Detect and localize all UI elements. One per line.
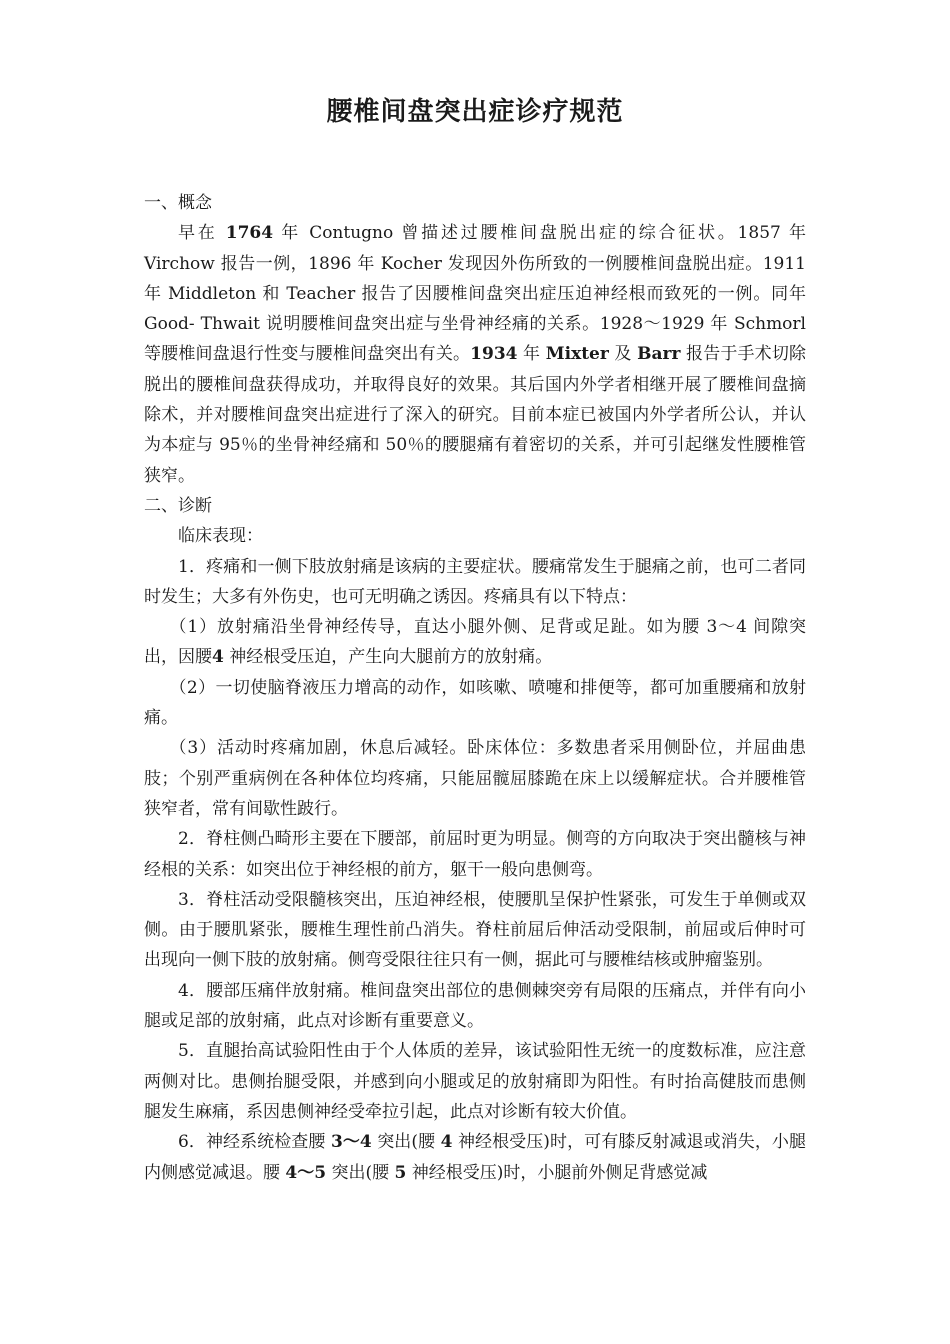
bold-text: 3～4 — [330, 1132, 372, 1153]
list-item-3: 3．脊柱活动受限髓核突出，压迫神经根，使腰肌呈保护性紧张，可发生于单侧或双侧。由于腰肌紧张，腰椎生理性前凸消失。脊柱前屈后伸活动受限制，前屈或后伸时可出现向一侧下肢的放射痛。侧弯受限往往只有一侧，据此可与腰椎结核或肿瘤鉴别。 — [144, 889, 806, 971]
sub-item-1-1 — [144, 612, 806, 673]
list-item-6 — [144, 1127, 806, 1188]
sub-item-1-3: （3）活动时疼痛加剧，休息后减轻。卧床体位：多数患者采用侧卧位，并屈曲患肢；个别严重病例在各种体位均疼痛，只能屈髋屈膝跪在床上以缓解症状。合并腰椎管狭窄者，常有间歇性跛行。 — [144, 738, 806, 819]
bold-text: 1934 — [470, 344, 518, 365]
sub-item-1-2: （2）一切使脑脊液压力增高的动作，如咳嗽、喷嚏和排便等，都可加重腰痛和放射痛。 — [144, 677, 806, 729]
text-run: 神经根受压迫，产生向大腿前方的放射痛。 — [223, 647, 553, 668]
text-run: 神经根受压)时，小腿前外侧足背感觉减 — [406, 1162, 708, 1183]
section-heading-diagnosis: 二、诊断 — [144, 495, 212, 516]
clinical-label: 临床表现： — [178, 526, 263, 547]
text-run: 年 Contugno 曾描述过腰椎间盘脱出症的综合征状。1857 年 Virchow 报告一例，1896 年 Kocher 发现因外伤所致的一例腰椎间盘脱出症。1911 年 Middleton 和 Teacher 报告了因腰椎间盘突出症压迫神经根而致死的一例。同年 Good- Thwait 说明腰椎间盘突出症与坐骨神经痛的关系。1928～1929 年 Schmorl 等腰椎间盘退行性变与腰椎间盘突出有关。 — [144, 223, 807, 365]
bold-text: 5 — [394, 1162, 407, 1183]
text-run: 年 — [517, 344, 546, 365]
document-title: 腰椎间盘突出症诊疗规范 — [326, 97, 624, 127]
concept-paragraph — [144, 218, 806, 491]
text-run: 6．神经系统检查腰 — [178, 1132, 331, 1153]
text-run: 及 — [608, 344, 638, 365]
bold-text: Mixter — [545, 344, 609, 365]
bold-text: Barr — [637, 344, 681, 365]
bold-text: 1764 — [225, 223, 274, 244]
text-run: （1）放射痛沿坐骨神经传导，直达小腿外侧、足背或足趾。如为腰 3～4 间隙突出，因腰 — [144, 617, 806, 668]
text-run: 突出(腰 — [371, 1132, 441, 1153]
bold-text: 4 — [440, 1132, 453, 1153]
list-item-5: 5．直腿抬高试验阳性由于个人体质的差异，该试验阳性无统一的度数标准，应注意两侧对比。患侧抬腿受限，并感到向小腿或足的放射痛即为阳性。有时抬高健肢而患侧腿发生麻痛，系因患侧神经受牵拉引起，此点对诊断有较大价值。 — [144, 1041, 806, 1122]
document-body — [144, 188, 806, 1188]
text-run: 早在 — [178, 223, 226, 244]
text-run: 突出(腰 — [326, 1162, 395, 1183]
bold-text: 4～5 — [285, 1162, 327, 1183]
bold-text: 4 — [212, 647, 224, 668]
list-item-4: 4．腰部压痛伴放射痛。椎间盘突出部位的患侧棘突旁有局限的压痛点，并伴有向小腿或足部的放射痛，此点对诊断有重要意义。 — [144, 980, 806, 1032]
text-run: 报告于手术切除脱出的腰椎间盘获得成功，并取得良好的效果。其后国内外学者相继开展了腰椎间盘摘除术，并对腰椎间盘突出症进行了深入的研究。目前本症已被国内外学者所公认，并认为本症与 95％的坐骨神经痛和 50％的腰腿痛有着密切的关系，并可引起继发性腰椎管狭窄。 — [144, 344, 807, 486]
text-run: 神经根受压)时，可有膝反射减退或消失，小腿内侧感觉减退。腰 — [144, 1132, 806, 1183]
list-item-2: 2．脊柱侧凸畸形主要在下腰部，前屈时更为明显。侧弯的方向取决于突出髓核与神经根的关系：如突出位于神经根的前方，躯干一般向患侧弯。 — [144, 829, 806, 880]
list-item-1: 1．疼痛和一侧下肢放射痛是该病的主要症状。腰痛常发生于腿痛之前，也可二者同时发生；大多有外伤史，也可无明确之诱因。疼痛具有以下特点： — [144, 556, 806, 607]
document-page — [144, 92, 806, 1188]
section-heading-concept: 一、概念 — [144, 193, 212, 213]
